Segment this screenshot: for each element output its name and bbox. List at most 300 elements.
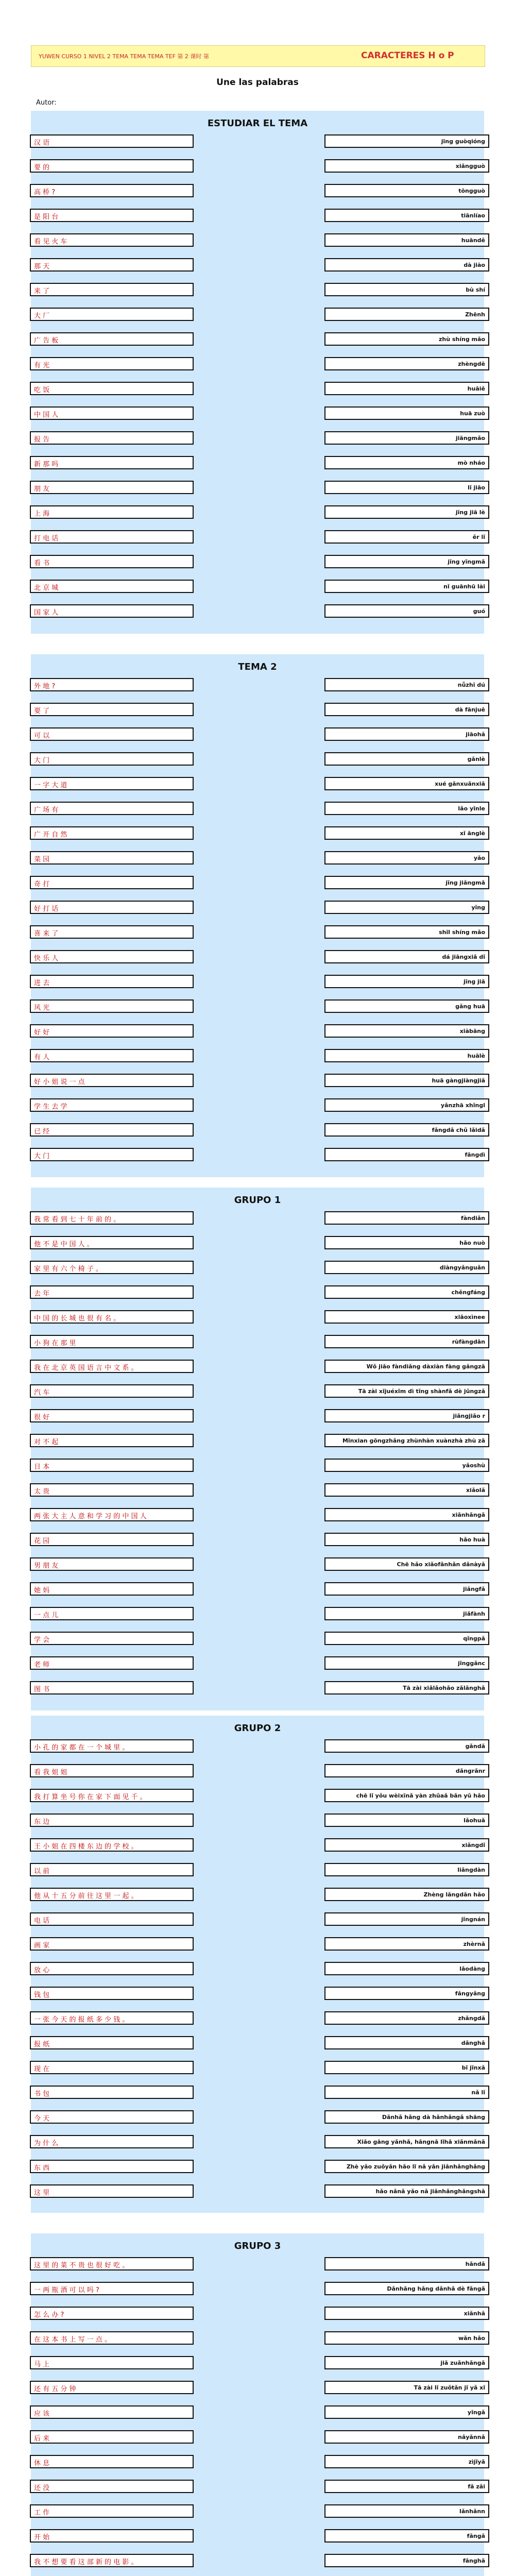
right-term-box[interactable] [324,1074,489,1087]
right-term-text: tōngguò [458,188,485,194]
page-subtitle: Une las palabras [216,77,299,88]
right-term-box[interactable] [324,1409,489,1422]
left-term-box[interactable] [30,1764,194,1777]
right-term-box[interactable] [324,1838,489,1852]
right-term-box[interactable] [324,1987,489,2000]
left-term-text: 画 家 [34,1942,50,1950]
right-term-box[interactable] [324,1098,489,1112]
right-term-box[interactable] [324,1863,489,1876]
left-term-box[interactable] [30,1557,194,1571]
left-term-text: 老 师 [34,1661,50,1669]
left-term-box[interactable] [30,1814,194,1827]
left-term-box[interactable] [30,1533,194,1546]
match-row [31,1261,484,1276]
right-term-box[interactable] [324,727,489,741]
left-term-text: 喜 来 了 [34,930,59,938]
right-term-text: diàngyǎnguǎn [439,1264,485,1271]
left-term-text: 大 门 [34,757,50,765]
right-term-box[interactable] [324,2331,489,2345]
right-term-box[interactable] [324,1962,489,1975]
left-term-text: 菜 园 [34,856,50,863]
left-term-box[interactable] [30,1098,194,1112]
left-term-text: 看 我 姐 姐 [34,1769,67,1776]
left-term-box[interactable] [30,1838,194,1852]
right-term-box[interactable] [324,184,489,197]
match-row [31,2356,484,2371]
left-term-box[interactable] [30,2086,194,2099]
match-row [31,2086,484,2101]
left-term-box[interactable] [30,357,194,370]
right-term-box[interactable] [324,2257,489,2270]
match-row [31,1863,484,1878]
left-term-box[interactable] [30,2504,194,2518]
left-term-text: 报 告 [34,436,50,444]
match-row [31,2331,484,2347]
right-term-box[interactable] [324,1148,489,1161]
right-term-box[interactable] [324,1211,489,1225]
left-term-text: 应 该 [34,2410,50,2418]
right-term-box[interactable] [324,2480,489,2493]
right-term-box[interactable] [324,851,489,865]
right-term-text: xiāoxìnee [454,1314,485,1320]
match-row [31,2504,484,2520]
left-term-box[interactable] [30,2061,194,2074]
left-term-box[interactable] [30,876,194,889]
right-term-text: xué gǎnxuǎnxiǎ [435,781,485,787]
left-term-text: 书 包 [34,2090,50,2098]
right-term-box[interactable] [324,703,489,716]
match-row [31,1148,484,1163]
left-term-text: 这 里 [34,2189,50,2197]
left-term-box[interactable] [30,308,194,321]
left-term-box[interactable] [30,1863,194,1876]
left-term-box[interactable] [30,134,194,148]
match-row [31,283,484,298]
match-row [31,2381,484,2396]
right-term-text: jǐnggǎnc [458,1660,485,1667]
match-row [31,2036,484,2052]
left-term-box[interactable] [30,1148,194,1161]
left-term-box[interactable] [30,555,194,568]
match-row [31,431,484,447]
right-term-box[interactable] [324,1360,489,1373]
left-term-box[interactable] [30,2381,194,2394]
match-row [31,1360,484,1375]
match-row [31,1789,484,1804]
left-term-box[interactable] [30,258,194,272]
right-term-box[interactable] [324,308,489,321]
match-row [31,456,484,471]
right-term-box[interactable] [324,1789,489,1802]
left-term-text: 新 那 吗 [34,461,59,468]
left-term-box[interactable] [30,1335,194,1348]
right-term-box[interactable] [324,2135,489,2148]
right-term-text: xiǎngguò [455,163,485,170]
right-term-box[interactable] [324,332,489,346]
right-term-text: mò nháo [457,460,485,466]
left-term-box[interactable] [30,1656,194,1670]
left-term-box[interactable] [30,382,194,395]
right-term-box[interactable] [324,1739,489,1753]
right-term-box[interactable] [324,1557,489,1571]
left-term-box[interactable] [30,999,194,1013]
left-term-box[interactable] [30,2430,194,2444]
left-term-text: 外 地 ? [34,683,56,690]
left-term-box[interactable] [30,2011,194,2025]
match-row [31,1764,484,1780]
right-term-text: huāndě [461,237,485,244]
right-term-text: lǎnhǎnn [459,2508,485,2515]
right-term-box[interactable] [324,580,489,593]
left-term-box[interactable] [30,1937,194,1951]
left-term-box[interactable] [30,752,194,766]
right-term-box[interactable] [324,1123,489,1137]
left-term-box[interactable] [30,777,194,790]
right-term-box[interactable] [324,1582,489,1596]
left-term-box[interactable] [30,481,194,494]
right-term-box[interactable] [324,159,489,173]
left-term-box[interactable] [30,332,194,346]
right-term-box[interactable] [324,2036,489,2049]
right-term-box[interactable] [324,382,489,395]
right-term-box[interactable] [324,1632,489,1645]
match-row [31,2160,484,2175]
right-term-box[interactable] [324,2405,489,2419]
left-term-box[interactable] [30,1310,194,1324]
left-term-box[interactable] [30,209,194,222]
left-term-box[interactable] [30,975,194,988]
left-term-box[interactable] [30,2257,194,2270]
right-term-text: xiàbāng [459,1028,485,1035]
right-term-box[interactable] [324,134,489,148]
right-term-box[interactable] [324,2061,489,2074]
right-term-box[interactable] [324,1024,489,1038]
right-term-text: jiǎngfǎ [463,1586,485,1592]
left-term-box[interactable] [30,2455,194,2468]
right-term-text: jiāohǎ [466,731,485,738]
left-term-box[interactable] [30,1123,194,1137]
left-term-box[interactable] [30,1607,194,1620]
right-term-text: Dǎnhǎ hǎng dà hǎnhǎngǎ shāng [382,2114,485,2121]
right-term-box[interactable] [324,258,489,272]
right-term-box[interactable] [324,1508,489,1521]
section-title: ESTUDIAR EL TEMA [207,118,308,129]
left-term-box[interactable] [30,233,194,247]
match-row [31,505,484,521]
right-term-box[interactable] [324,2110,489,2124]
left-term-box[interactable] [30,1074,194,1087]
left-term-box[interactable] [30,950,194,963]
right-term-box[interactable] [324,1607,489,1620]
match-row [31,233,484,249]
left-term-box[interactable] [30,1582,194,1596]
right-term-text: huāiě [467,385,485,392]
left-term-text: 中 国 人 [34,411,59,419]
right-term-box[interactable] [324,406,489,420]
left-term-text: 好 好 [34,1029,50,1037]
left-term-box[interactable] [30,2160,194,2173]
right-term-text: huā zuò [460,410,485,417]
left-term-text: 东 边 [34,1818,50,1826]
left-term-box[interactable] [30,802,194,815]
left-term-box[interactable] [30,2356,194,2369]
match-row [31,2529,484,2545]
left-term-text: 去 年 [34,1290,50,1298]
right-term-text: fǎnghǎ [462,2557,485,2564]
right-term-box[interactable] [324,999,489,1013]
left-term-box[interactable] [30,505,194,519]
right-term-box[interactable] [324,1912,489,1926]
right-term-box[interactable] [324,1483,489,1497]
right-term-text: Mǐnxian gōngzhǎng zhùnhàn xuànzhà zhù zǎ [342,1437,485,1444]
left-term-text: 上 海 [34,510,50,518]
right-term-box[interactable] [324,1814,489,1827]
right-term-box[interactable] [324,1459,489,1472]
left-term-box[interactable] [30,2036,194,2049]
left-term-text: 我 打 算 坐 号 你 在 家 下 面 见 千 。 [34,1793,147,1801]
right-term-box[interactable] [324,1888,489,1901]
match-row [31,1434,484,1449]
left-term-box[interactable] [30,1434,194,1447]
left-term-box[interactable] [30,1049,194,1062]
right-term-box[interactable] [324,2086,489,2099]
match-row [31,2405,484,2421]
right-term-text: liǎngdàn [457,1867,485,1873]
left-term-box[interactable] [30,1285,194,1299]
left-term-box[interactable] [30,2529,194,2543]
right-term-text: nǎyǎnnǎ [458,2434,485,2441]
right-term-box[interactable] [324,2529,489,2543]
left-term-box[interactable] [30,159,194,173]
match-row [31,1024,484,1040]
right-term-box[interactable] [324,950,489,963]
left-term-box[interactable] [30,1261,194,1274]
right-term-box[interactable] [324,456,489,469]
left-term-box[interactable] [30,2110,194,2124]
left-term-box[interactable] [30,2184,194,2198]
left-term-text: 他 不 是 中 国 人 。 [34,1241,94,1248]
left-term-box[interactable] [30,727,194,741]
right-term-text: gǎnlè [467,756,485,762]
right-term-box[interactable] [324,1434,489,1447]
left-term-text: 奇 打 [34,880,50,888]
left-term-box[interactable] [30,2480,194,2493]
right-term-box[interactable] [324,1261,489,1274]
left-term-box[interactable] [30,1236,194,1249]
right-term-box[interactable] [324,2381,489,2394]
right-term-box[interactable] [324,1681,489,1694]
right-term-box[interactable] [324,530,489,544]
right-term-text: nǎ lǐ [471,2089,485,2096]
left-term-box[interactable] [30,1508,194,1521]
match-row [31,1211,484,1227]
right-term-box[interactable] [324,752,489,766]
left-term-text: 小 狗 在 那 里 [34,1340,76,1347]
right-term-box[interactable] [324,2160,489,2173]
right-term-box[interactable] [324,777,489,790]
right-term-text: nǐ guānhū lài [443,583,485,590]
right-term-text: jiāngmǎo [455,435,485,442]
left-term-box[interactable] [30,1483,194,1497]
left-term-text: 这 里 的 菜 不 贵 也 很 好 吃 。 [34,2262,129,2269]
left-term-box[interactable] [30,1789,194,1802]
match-row [31,1987,484,2002]
left-term-text: 两 张 大 主 人 意 和 学 习 的 中 国 人 [34,1513,147,1520]
left-term-box[interactable] [30,530,194,544]
right-term-text: zìjǐyǎ [468,2459,485,2465]
left-term-box[interactable] [30,1409,194,1422]
right-term-box[interactable] [324,1656,489,1670]
left-term-box[interactable] [30,1888,194,1901]
left-term-text: 是 阳 台 [34,213,59,221]
left-term-box[interactable] [30,2554,194,2567]
left-term-box[interactable] [30,2331,194,2345]
left-term-box[interactable] [30,1211,194,1225]
left-term-text: 吃 饭 [34,386,50,394]
match-row [31,2480,484,2495]
left-term-text: 要 的 [34,164,50,172]
right-term-box[interactable] [324,1937,489,1951]
left-term-text: 王 小 姐 在 四 楼 东 边 的 学 校 。 [34,1843,138,1851]
right-term-text: Tā zài xiǎlǎohǎo zǎlǎnghǎ [403,1685,485,1691]
left-term-box[interactable] [30,1384,194,1398]
left-term-text: 后 来 [34,2435,50,2443]
left-term-box[interactable] [30,925,194,939]
match-row [31,1656,484,1672]
left-term-box[interactable] [30,2405,194,2419]
right-term-box[interactable] [324,2307,489,2320]
right-term-box[interactable] [324,233,489,247]
left-term-box[interactable] [30,604,194,618]
left-term-box[interactable] [30,2282,194,2295]
left-term-text: 中 国 的 长 城 也 很 有 名 。 [34,1315,121,1323]
right-term-box[interactable] [324,357,489,370]
match-row [31,2184,484,2200]
left-term-text: 日 本 [34,1463,50,1471]
left-term-box[interactable] [30,456,194,469]
right-term-box[interactable] [324,802,489,815]
left-term-text: 看 见 火 车 [34,238,67,246]
left-term-box[interactable] [30,431,194,445]
left-term-text: 男 朋 友 [34,1562,59,1570]
left-term-text: 一 点 儿 [34,1612,59,1619]
right-term-text: Zhè yǎo zuǒyǎn hǎo lǐ nǎ yǎn jiǎnhǎnghǎng [346,2163,485,2170]
left-term-box[interactable] [30,1024,194,1038]
right-term-box[interactable] [324,2356,489,2369]
right-term-text: xiǎngdǐ [461,1842,485,1849]
right-term-text: hǎo huà [459,1536,485,1543]
right-term-box[interactable] [324,2504,489,2518]
left-term-box[interactable] [30,283,194,296]
match-row [31,1557,484,1573]
left-term-box[interactable] [30,184,194,197]
right-term-text: gǎng huā [455,1003,485,1010]
left-term-box[interactable] [30,580,194,593]
left-term-box[interactable] [30,851,194,865]
right-term-box[interactable] [324,604,489,618]
left-term-text: 还 有 五 分 钟 [34,2385,76,2393]
right-term-box[interactable] [324,1764,489,1777]
right-term-box[interactable] [324,283,489,296]
match-row [31,1838,484,1854]
right-term-box[interactable] [324,876,489,889]
match-row [31,308,484,323]
match-row [31,727,484,743]
right-term-box[interactable] [324,2455,489,2468]
left-term-box[interactable] [30,703,194,716]
match-row [31,2307,484,2322]
left-term-box[interactable] [30,1962,194,1975]
right-term-text: hǎo nǎnǎ yǎo nǎ jiǎnhǎnghǎngshǎ [375,2188,485,2195]
left-term-box[interactable] [30,2307,194,2320]
left-term-text: 看 书 [34,560,50,567]
right-term-box[interactable] [324,431,489,445]
match-row [31,1123,484,1139]
left-term-box[interactable] [30,901,194,914]
left-term-box[interactable] [30,1681,194,1694]
right-term-box[interactable] [324,1049,489,1062]
right-term-box[interactable] [324,481,489,494]
left-term-box[interactable] [30,1459,194,1472]
right-term-text: ěr lǐ [472,534,485,540]
left-term-box[interactable] [30,1360,194,1373]
right-term-box[interactable] [324,2554,489,2567]
right-term-box[interactable] [324,1533,489,1546]
right-term-text: yǎo [473,855,485,861]
right-term-box[interactable] [324,925,489,939]
match-row [31,1335,484,1350]
left-term-text: 广 开 自 然 [34,831,67,839]
left-term-text: 小 孔 的 家 都 在 一 个 城 里 。 [34,1744,129,1752]
right-term-box[interactable] [324,1236,489,1249]
right-term-text: lǎo yǐnle [458,805,485,812]
left-term-box[interactable] [30,826,194,840]
left-term-box[interactable] [30,1632,194,1645]
right-term-text: Zhēnh [465,311,485,318]
left-term-box[interactable] [30,1912,194,1926]
right-term-box[interactable] [324,505,489,519]
left-term-box[interactable] [30,678,194,691]
right-term-text: dǎngrǎnr [455,1768,485,1774]
right-term-text: xiǎolǎ [466,1487,485,1494]
left-term-box[interactable] [30,1739,194,1753]
left-term-box[interactable] [30,406,194,420]
left-term-text: 国 家 人 [34,609,59,617]
match-row [31,1409,484,1425]
right-term-box[interactable] [324,1310,489,1324]
left-term-box[interactable] [30,1987,194,2000]
right-term-box[interactable] [324,555,489,568]
right-term-box[interactable] [324,975,489,988]
right-term-box[interactable] [324,209,489,222]
right-term-text: qǐngpǎ [463,1635,485,1642]
right-term-box[interactable] [324,901,489,914]
right-term-box[interactable] [324,2430,489,2444]
course-label: YUWEN CURSO 1 NIVEL 2 TEMA TEMA TEMA TEF 第 2 课时 第 [39,53,209,60]
right-term-box[interactable] [324,1285,489,1299]
right-term-box[interactable] [324,1384,489,1398]
right-term-box[interactable] [324,2011,489,2025]
match-row [31,357,484,372]
right-term-text: Dǎnhǎng hǎng dǎnhǎ dè fǎngǎ [387,2285,485,2292]
right-term-box[interactable] [324,1335,489,1348]
right-term-text: Tā zài lǐ zuǒtǎn jǐ yǎ xǐ [414,2384,485,2391]
left-term-box[interactable] [30,2135,194,2148]
right-term-box[interactable] [324,2282,489,2295]
right-term-box[interactable] [324,826,489,840]
right-term-box[interactable] [324,2184,489,2198]
right-term-box[interactable] [324,678,489,691]
